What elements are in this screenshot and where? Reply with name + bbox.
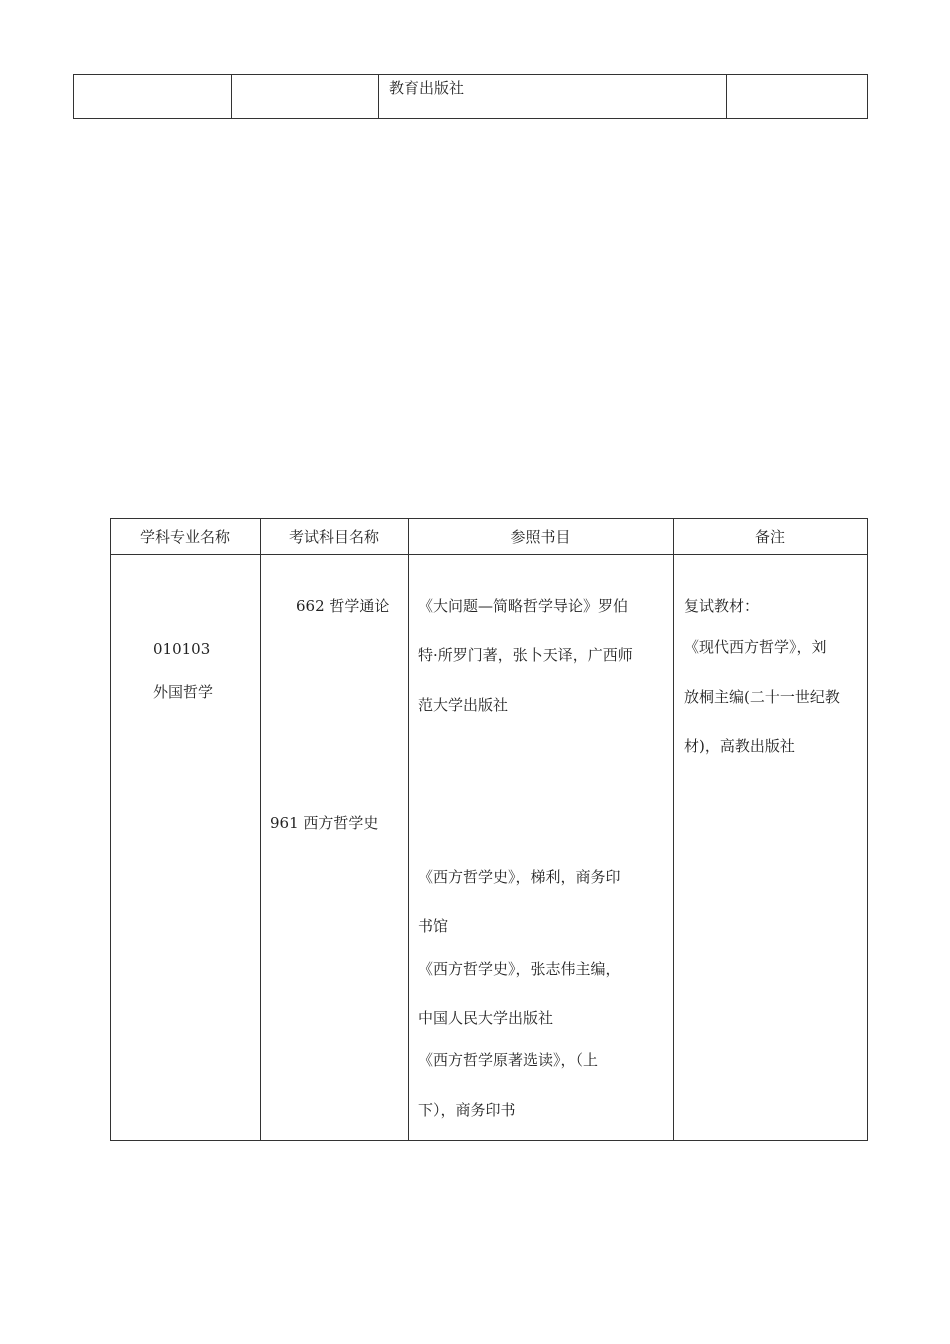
note-line: 放桐主编(二十一世纪教: [684, 688, 840, 706]
reference-line: 《西方哲学史》，梯利，商务印: [418, 868, 621, 886]
reference-line: 范大学出版社: [418, 696, 509, 714]
header-references: 参照书目: [510, 528, 571, 546]
top-table-border-bottom: [73, 118, 868, 119]
reference-line: 《西方哲学史》，张志伟主编，: [418, 960, 621, 978]
header-notes: 备注: [754, 528, 785, 546]
main-table-col-line: [867, 518, 868, 1141]
reference-line: 中国人民大学出版社: [418, 1009, 554, 1027]
main-table-header-divider: [110, 554, 868, 555]
reference-line: 《大问题—简略哲学导论》罗伯: [418, 597, 629, 615]
main-table-border-top: [110, 518, 868, 519]
exam-subject: 662 哲学通论: [296, 597, 390, 615]
main-table-col-line: [673, 518, 674, 1141]
reference-line: 下），商务印书: [418, 1101, 516, 1119]
main-table-col-line: [110, 518, 111, 1141]
reference-line: 《西方哲学原著选读》，（上: [418, 1051, 599, 1069]
top-table-col-line: [73, 74, 74, 119]
top-table-col-line: [378, 74, 379, 119]
top-table-col-line: [867, 74, 868, 119]
main-table-col-line: [260, 518, 261, 1141]
top-table-col-line: [231, 74, 232, 119]
subject-code: 010103: [153, 640, 211, 658]
main-table-border-bottom: [110, 1140, 868, 1141]
top-table-col-line: [726, 74, 727, 119]
main-table-col-line: [408, 518, 409, 1141]
note-line: 复试教材：: [684, 597, 760, 615]
exam-subject: 961 西方哲学史: [270, 814, 379, 832]
subject-name: 外国哲学: [153, 683, 214, 701]
reference-line: 特·所罗门著，张卜天译，广西师: [418, 646, 633, 664]
top-table-cell-text: 教育出版社: [389, 79, 465, 97]
header-exam-subject: 考试科目名称: [288, 528, 379, 546]
note-line: 材)，高教出版社: [684, 737, 795, 755]
header-subject-name: 学科专业名称: [139, 528, 230, 546]
top-table-border-top: [73, 74, 868, 75]
note-line: 《现代西方哲学》，刘: [684, 638, 827, 656]
reference-line: 书馆: [418, 917, 449, 935]
